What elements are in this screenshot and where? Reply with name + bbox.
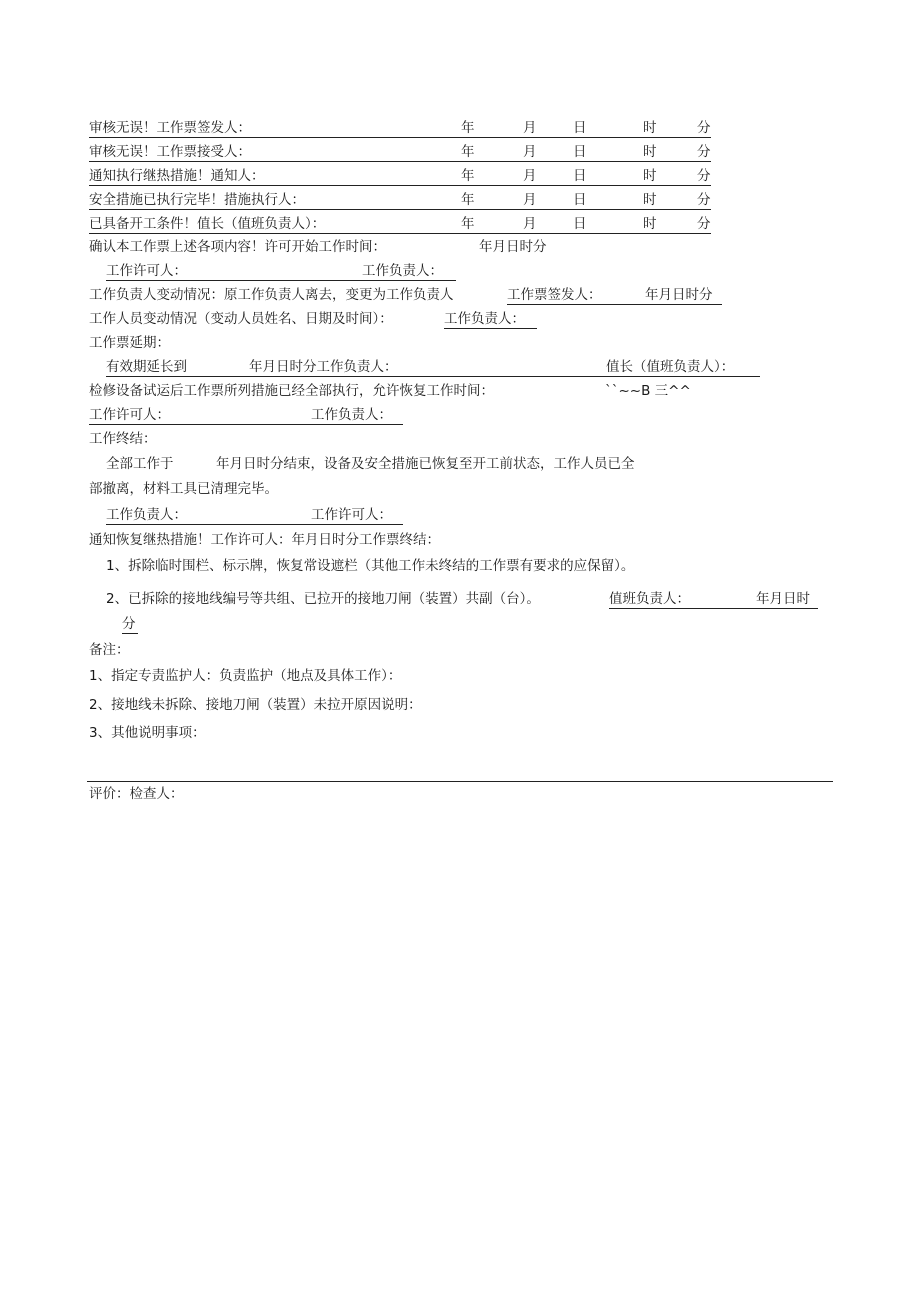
hour-unit: 时 <box>643 168 657 184</box>
hour-unit: 时 <box>643 120 657 136</box>
minute-unit: 分 <box>697 168 711 184</box>
extension-title: 工作票延期： <box>89 335 170 351</box>
remark-2: 2、接地线未拆除、接地刀闸（装置）未拉开原因说明： <box>89 697 422 713</box>
permit-sign-line <box>106 262 456 281</box>
termination-leader: 工作负责人： <box>106 507 187 523</box>
trial-leader: 工作负责人： <box>311 407 392 423</box>
termination-permitter: 工作许可人： <box>311 507 392 523</box>
item-2-date: 年月日时 <box>756 591 810 607</box>
trial-run-garble: ``~~B 三^^ <box>605 383 691 399</box>
sign-row-label: 安全措施已执行完毕！措施执行人： <box>89 192 305 208</box>
remarks-title: 备注： <box>89 642 130 658</box>
day-unit: 日 <box>573 216 587 232</box>
item-1: 1、拆除临时围栏、标示牌，恢复常设遮栏（其他工作未终结的工作票有要求的应保留）。 <box>106 558 635 574</box>
sign-row-executor <box>89 191 711 210</box>
confirm-text: 确认本工作票上述各项内容！许可开始工作时间： <box>89 239 386 255</box>
termination-title: 工作终结： <box>89 431 157 447</box>
staff-change-text: 工作人员变动情况（变动人员姓名、日期及时间）： <box>89 311 393 327</box>
year-unit: 年 <box>461 168 475 184</box>
month-unit: 月 <box>523 216 537 232</box>
day-unit: 日 <box>573 144 587 160</box>
item-2-tail: 分 <box>122 615 138 634</box>
termination-sign-line <box>106 506 403 525</box>
hour-unit: 时 <box>643 216 657 232</box>
minute-unit: 分 <box>697 192 711 208</box>
year-unit: 年 <box>461 192 475 208</box>
day-unit: 日 <box>573 120 587 136</box>
year-unit: 年 <box>461 120 475 136</box>
permitter-label: 工作许可人： <box>106 263 187 279</box>
termination-line1-b: 年月日时分结束，设备及安全措施已恢复至开工前状态，工作人员已全 <box>216 456 635 472</box>
year-unit: 年 <box>461 216 475 232</box>
month-unit: 月 <box>523 168 537 184</box>
leader-change-text: 工作负责人变动情况：原工作负责人离去，变更为工作负责人 <box>89 287 454 303</box>
minute-unit: 分 <box>697 216 711 232</box>
staff-change-leader: 工作负责人： <box>444 310 537 329</box>
extension-duty-chief: 值长（值班负责人）： <box>606 359 735 375</box>
sign-row-receiver <box>89 143 711 162</box>
sign-row-label: 已具备开工条件！值长（值班负责人）： <box>89 216 326 232</box>
day-unit: 日 <box>573 168 587 184</box>
minute-unit: 分 <box>697 144 711 160</box>
minute-unit: 分 <box>697 120 711 136</box>
sign-row-issuer <box>89 119 711 138</box>
leader-change-sign <box>507 286 722 305</box>
restore-text: 通知恢复继热措施！工作许可人：年月日时分工作票终结： <box>89 532 440 548</box>
sign-row-label: 审核无误！工作票接受人： <box>89 144 251 160</box>
month-unit: 月 <box>523 120 537 136</box>
day-unit: 日 <box>573 192 587 208</box>
trial-run-text: 检修设备试运后工作票所列措施已经全部执行，允许恢复工作时间： <box>89 383 494 399</box>
extension-prefix: 有效期延长到 <box>106 359 187 375</box>
hour-unit: 时 <box>643 144 657 160</box>
remark-3: 3、其他说明事项： <box>89 725 206 741</box>
sign-row-duty-chief <box>89 215 711 234</box>
remark-1: 1、指定专责监护人：负责监护（地点及具体工作）： <box>89 668 402 684</box>
evaluation-text: 评价：检查人： <box>89 786 184 802</box>
termination-line2: 部撤离，材料工具已清理完毕。 <box>89 481 278 497</box>
month-unit: 月 <box>523 144 537 160</box>
leader-label: 工作负责人： <box>362 263 443 279</box>
month-unit: 月 <box>523 192 537 208</box>
confirm-date: 年月日时分 <box>479 239 547 255</box>
trial-sign-line <box>89 406 403 425</box>
extension-date-leader: 年月日时分工作负责人： <box>249 359 398 375</box>
year-unit: 年 <box>461 144 475 160</box>
item-2-duty-sign <box>609 590 818 609</box>
divider-line <box>87 781 833 782</box>
trial-permitter: 工作许可人： <box>89 407 170 423</box>
termination-line1-a: 全部工作于 <box>106 456 174 472</box>
extension-line <box>106 358 760 377</box>
item-2-duty-label: 值班负责人： <box>609 591 690 607</box>
item-2: 2、已拆除的接地线编号等共组、已拉开的接地刀闸（装置）共副（台）。 <box>106 591 540 607</box>
issuer-label: 工作票签发人： <box>507 287 602 303</box>
sign-row-label: 审核无误！工作票签发人： <box>89 120 251 136</box>
sign-row-label: 通知执行继热措施！通知人： <box>89 168 265 184</box>
hour-unit: 时 <box>643 192 657 208</box>
leader-change-date: 年月日时分 <box>645 287 713 303</box>
sign-row-notifier <box>89 167 711 186</box>
